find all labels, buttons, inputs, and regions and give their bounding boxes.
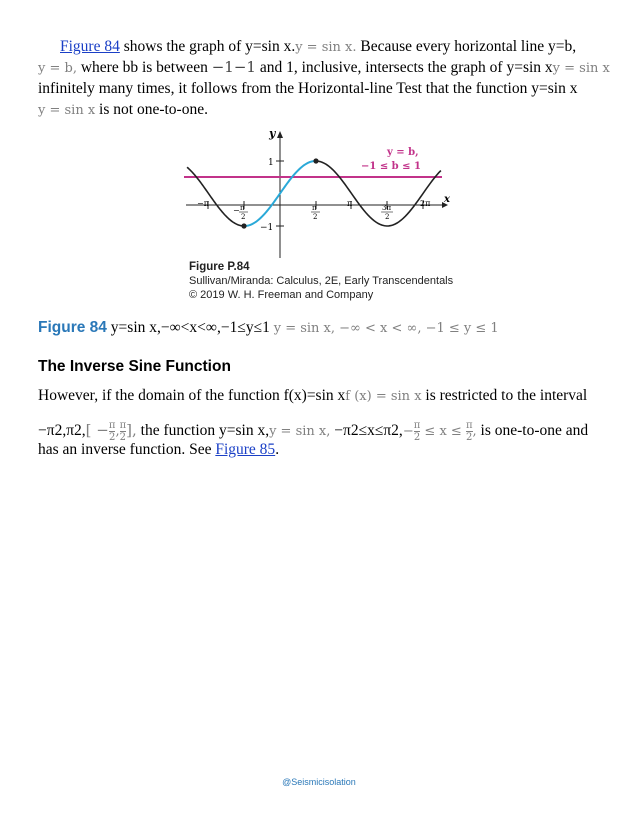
x-label-3half-pi-num: 3π	[382, 204, 392, 212]
x-label-neg-half-pi-den: 2	[241, 213, 246, 221]
x-label-neg-half-pi-num: π	[240, 204, 245, 212]
para2-line1	[38, 386, 587, 406]
fig84-caption-label: Figure 84	[38, 319, 107, 336]
section-heading: The Inverse Sine Function	[38, 358, 231, 375]
para2-line2-math-b: y = sin x,	[269, 424, 331, 439]
frac-num: π	[413, 419, 421, 431]
para1-line3-text-a: infinitely many times, it follows from the Horizontal-line Test that the function y=sin x	[38, 80, 578, 97]
frac-den: 2	[119, 431, 127, 443]
sine-graph-figure	[180, 126, 450, 264]
x-label-pi: π	[347, 199, 353, 208]
y-tick-label-neg1: −1	[260, 223, 274, 233]
interval-bracket-right: ],	[126, 421, 137, 439]
x-label-3half-pi-den: 2	[385, 213, 390, 221]
para1-line1-text-b: Because every horizontal line y=b,	[356, 38, 577, 55]
ineq-comma: ,	[472, 424, 477, 439]
para2-line2-text-d: is one-to-one and	[476, 422, 589, 439]
frac-den: 2	[413, 431, 421, 443]
y-tick-label-1: 1	[268, 158, 274, 168]
legend-line1: y = b,	[387, 147, 419, 158]
figure-caption-title: Figure P.84	[189, 261, 250, 273]
frac-num: π	[465, 419, 473, 431]
para1-line2-text-c: and 1, inclusive, intersects the graph of y=sin x	[255, 59, 553, 76]
para2-line1-text-b: is restricted to the interval	[421, 387, 588, 404]
interval-bracket-left: [ −	[85, 421, 109, 439]
y-axis-arrow	[277, 131, 283, 138]
para2-line2-text-a: −π2,π2,	[38, 422, 86, 439]
para1-line1-text-a: shows the graph of y=sin x.	[119, 38, 296, 55]
interval-comma: ,	[115, 424, 120, 439]
frac-den: 2	[466, 431, 473, 443]
frac-num: π	[108, 419, 116, 431]
para2-line1-math-a: f (x) = sin x	[345, 389, 422, 404]
x-label-half-pi-den: 2	[313, 213, 318, 221]
para1-line4-text-a: is not one-to-one.	[95, 101, 208, 118]
frac-den: 2	[108, 431, 116, 443]
watermark-footer: @Seismicisolation	[282, 777, 356, 787]
ineq-minus: −	[402, 424, 414, 439]
x-label-neg-half-pi-sign: −	[233, 206, 240, 215]
para1-line2	[38, 58, 610, 78]
x-label-2pi: 2π	[420, 199, 431, 208]
figure-caption-copyright: © 2019 W. H. Freeman and Company	[189, 289, 374, 301]
legend-line2: −1 ≤ b ≤ 1	[361, 161, 421, 172]
para1-line3	[38, 79, 577, 98]
x-label-half-pi-num: π	[312, 204, 317, 212]
figure-84-link[interactable]: Figure 84	[60, 38, 120, 55]
para1-line4-math-a: y = sin x	[38, 103, 96, 118]
fig84-caption-math: y = sin x, −∞ < x < ∞, −1 ≤ y ≤ 1	[273, 321, 499, 336]
para1-line1-math-a: y = sin x.	[295, 40, 357, 55]
frac-num: π	[119, 419, 127, 431]
para1-line2-math-a: y = b,	[38, 61, 77, 76]
para2-line3	[38, 440, 279, 459]
para1-line4	[38, 100, 208, 120]
figure-caption-source: Sullivan/Miranda: Calculus, 2E, Early Transcendentals	[189, 275, 454, 287]
fig84-caption-line	[38, 318, 499, 338]
endpoint-max	[313, 158, 318, 163]
para1-line2-math-c: y = sin x	[552, 61, 610, 76]
figure-85-link[interactable]: Figure 85	[215, 441, 276, 458]
endpoint-min	[241, 223, 246, 228]
para1-line2-math-b: −1−1	[211, 58, 256, 76]
para2-line3-text-a: has an inverse function. See	[38, 441, 216, 458]
para2-line1-text-a: However, if the domain of the function f(x)=sin x	[38, 387, 346, 404]
x-label-neg-pi: −π	[197, 199, 209, 208]
para1-line2-text-a: where bb	[76, 59, 139, 76]
para1-line1	[60, 37, 576, 57]
ineq-frac-right	[466, 420, 473, 443]
x-axis-label: x	[444, 194, 450, 205]
para1-line2-text-b: is between	[138, 59, 212, 76]
ineq-mid: ≤ x ≤	[420, 424, 466, 439]
para2-line2-text-b: the function y=sin x,	[136, 422, 270, 439]
para2-line2-text-c: −π2≤x≤π2,	[330, 422, 403, 439]
y-axis-label: y	[269, 127, 276, 140]
para2-line3-text-b: .	[275, 441, 280, 458]
fig84-caption-text: y=sin x,−∞<x<∞,−1≤y≤1	[106, 319, 270, 336]
